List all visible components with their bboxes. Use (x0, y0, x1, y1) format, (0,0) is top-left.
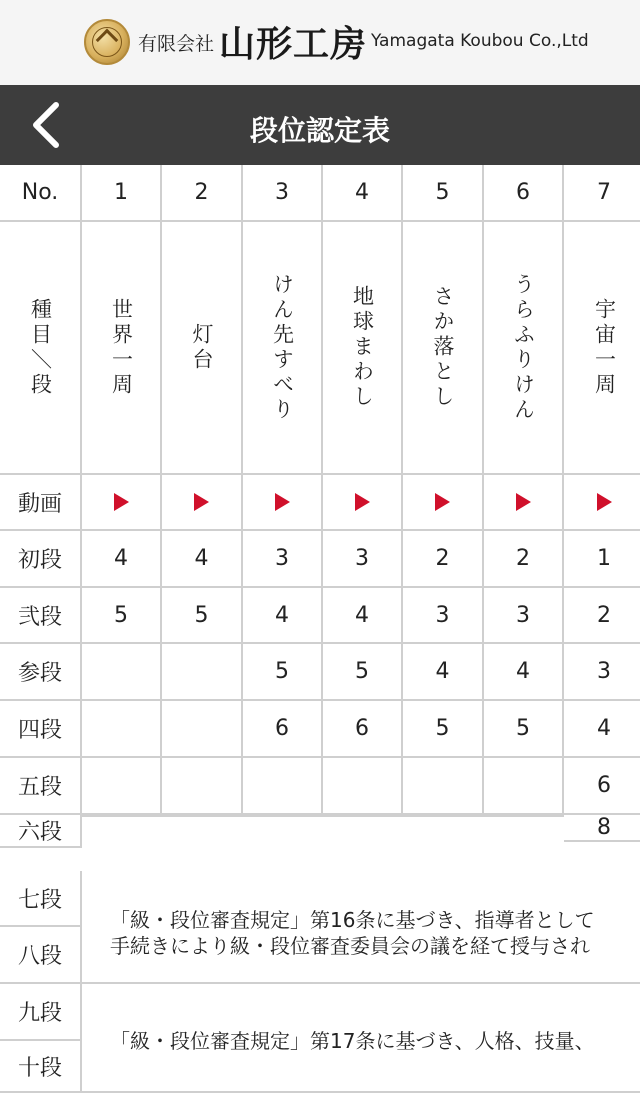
table-cell (403, 588, 484, 644)
rank-label (0, 871, 82, 927)
table-cell (323, 644, 403, 701)
table-cell (323, 758, 403, 815)
column-name (484, 222, 564, 475)
cell-text: 十段 (17, 1055, 62, 1081)
table-cell (82, 588, 162, 644)
table-cell (403, 701, 484, 758)
brand-latin-name: Yamagata Koubou Co.,Ltd (371, 31, 589, 51)
table-cell (484, 644, 564, 701)
table-cell (484, 815, 564, 817)
cell-text: 5 (355, 659, 369, 684)
column-name (243, 222, 323, 475)
cell-text: 5 (516, 716, 530, 741)
cell-text: 初段 (17, 548, 62, 573)
column-name (162, 222, 243, 475)
table-cell (403, 815, 484, 817)
brand-bar (0, 0, 640, 85)
video-cell (243, 475, 323, 531)
brand-prefix: 有限会社 (138, 33, 215, 55)
cell-text: 五段 (17, 775, 62, 800)
table-cell (243, 701, 323, 758)
video-cell (564, 475, 640, 531)
table-cell (484, 588, 564, 644)
cell-text: 6 (275, 716, 289, 741)
rule-note (82, 984, 640, 1093)
table-cell (82, 531, 162, 588)
table-cell (403, 531, 484, 588)
cell-text: 3 (355, 546, 369, 571)
rank-label (0, 984, 82, 1041)
rank-label (0, 758, 82, 815)
table-cell (243, 588, 323, 644)
cell-text: 3 (275, 180, 289, 205)
cell-text: 参段 (17, 661, 62, 686)
cell-text: 六段 (17, 820, 62, 845)
company-logo (84, 19, 130, 65)
header-bar (0, 85, 640, 165)
cell-text: 4 (435, 659, 450, 684)
table-cell (243, 531, 323, 588)
play-icon[interactable] (194, 493, 209, 511)
rank-label (0, 815, 82, 848)
table-cell (82, 815, 162, 817)
play-icon[interactable] (435, 493, 450, 511)
cell-text: 3 (275, 546, 289, 571)
cell-text: 地球まわし (350, 285, 375, 410)
column-name (82, 222, 162, 475)
table-cell (484, 531, 564, 588)
play-icon[interactable] (355, 493, 370, 511)
column-number (162, 165, 243, 222)
column-number (323, 165, 403, 222)
cell-text: 5 (435, 716, 450, 741)
table-cell (564, 588, 640, 644)
play-icon[interactable] (114, 493, 129, 511)
cell-text: 4 (114, 546, 128, 571)
table-cell (323, 531, 403, 588)
table-cell (243, 758, 323, 815)
table-cell (484, 758, 564, 815)
table-cell (82, 701, 162, 758)
column-number (564, 165, 640, 222)
rank-label (0, 927, 82, 984)
column-name (564, 222, 640, 475)
no-header (0, 165, 82, 222)
table-cell (82, 644, 162, 701)
column-name (403, 222, 484, 475)
cell-text: 5 (194, 602, 209, 628)
cell-text: 8 (597, 815, 611, 840)
rank-table (0, 165, 640, 1093)
column-number (484, 165, 564, 222)
cell-text: 種目＼段 (28, 297, 53, 398)
cell-text: 灯台 (190, 322, 214, 373)
note-line: 「級・段位審査規定」第17条に基づき、人格、技量、 (110, 1029, 595, 1053)
table-cell (162, 588, 243, 644)
table-cell (162, 758, 243, 815)
column-number (243, 165, 323, 222)
cell-text: 九段 (17, 1001, 62, 1026)
cell-text: 2 (597, 602, 611, 628)
cell-text: 4 (355, 180, 369, 205)
cell-text: 2 (194, 180, 209, 205)
cell-text: 四段 (17, 718, 62, 743)
table-cell (162, 701, 243, 758)
category-header (0, 222, 82, 475)
cell-text: 4 (275, 602, 289, 628)
cell-text: 1 (114, 180, 128, 205)
play-icon[interactable] (516, 493, 531, 511)
page-title: 段位認定表 (249, 114, 390, 147)
table-cell (564, 758, 640, 815)
cell-text: 八段 (17, 944, 62, 969)
cell-text: 2 (516, 546, 530, 571)
column-number (82, 165, 162, 222)
rank-label (0, 588, 82, 644)
cell-text: 4 (194, 546, 209, 571)
rank-label (0, 1041, 82, 1093)
table-cell (162, 644, 243, 701)
column-name (323, 222, 403, 475)
cell-text: 動画 (17, 491, 62, 517)
table-cell (82, 758, 162, 815)
cell-text: 七段 (17, 887, 62, 913)
brand-name: 山形工房 (219, 24, 368, 65)
cell-text: 1 (597, 546, 611, 571)
video-cell (162, 475, 243, 531)
table-cell (323, 815, 403, 817)
table-cell (403, 758, 484, 815)
cell-text: 4 (355, 602, 369, 628)
table-cell (323, 588, 403, 644)
table-cell (243, 644, 323, 701)
cell-text: 3 (597, 659, 611, 684)
cell-text: さか落とし (431, 285, 455, 410)
video-cell (323, 475, 403, 531)
cell-text: 弐段 (17, 604, 62, 630)
play-icon[interactable] (275, 493, 290, 511)
video-cell (82, 475, 162, 531)
table-cell (484, 701, 564, 758)
cell-text: 7 (597, 180, 611, 205)
rank-label (0, 644, 82, 701)
cell-text: 3 (435, 602, 450, 628)
cell-text: 宇宙一周 (592, 297, 617, 398)
cell-text: 5 (435, 180, 450, 205)
rank-label (0, 701, 82, 758)
cell-text: 4 (516, 659, 530, 684)
video-row-label (0, 475, 82, 531)
video-cell (484, 475, 564, 531)
video-cell (403, 475, 484, 531)
play-icon[interactable] (597, 493, 612, 511)
table-cell (564, 644, 640, 701)
note-line: 手続きにより級・段位審査委員会の議を経て授与され (110, 934, 590, 958)
table-cell (564, 815, 640, 842)
table-cell (243, 815, 323, 817)
table-cell (403, 644, 484, 701)
table-cell (323, 701, 403, 758)
cell-text: 6 (355, 716, 369, 741)
table-cell (162, 531, 243, 588)
cell-text: No. (21, 180, 59, 205)
column-number (403, 165, 484, 222)
cell-text: 6 (516, 180, 530, 205)
cell-text: 3 (516, 602, 530, 628)
cell-text: 6 (597, 773, 611, 798)
cell-text: 5 (114, 602, 128, 628)
cell-text: 5 (275, 659, 289, 684)
table-cell (564, 701, 640, 758)
rank-label (0, 531, 82, 588)
cell-text: 2 (435, 546, 450, 571)
rule-note (82, 871, 640, 984)
cell-text: 世界一周 (109, 297, 134, 398)
cell-text: うらふりけん (511, 272, 536, 423)
note-line: 「級・段位審査規定」第16条に基づき、指導者として (110, 908, 595, 932)
cell-text: けん先すべり (270, 272, 295, 423)
table-cell (564, 531, 640, 588)
cell-text: 4 (597, 716, 611, 741)
table-cell (162, 815, 243, 817)
